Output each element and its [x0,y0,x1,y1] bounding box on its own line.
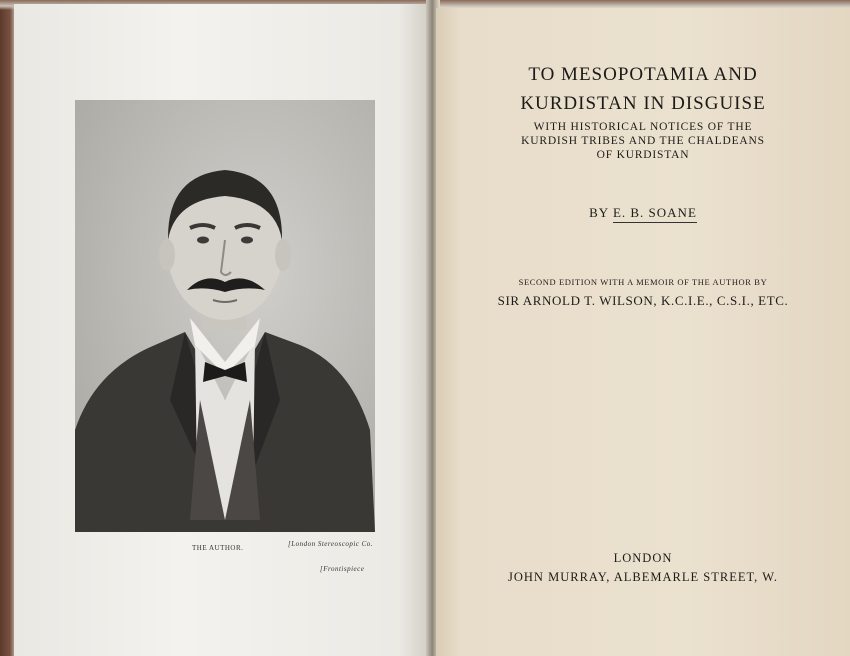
author-portrait [75,100,375,532]
subtitle-line-3: OF KURDISTAN [596,149,690,161]
photo-credit: [London Stereoscopic Co. [288,540,374,548]
subtitle-line-2: KURDISH TRIBES AND THE CHALDEANS [521,135,765,147]
subtitle-line-1: WITH HISTORICAL NOTICES OF THE [533,121,753,133]
memoir-author: SIR ARNOLD T. WILSON, K.C.I.E., C.S.I., ETC. [497,293,789,308]
publication-place: LONDON [613,551,673,565]
portrait-caption: THE AUTHOR. [192,544,244,552]
author-name: E. B. SOANE [613,205,697,223]
portrait-illustration [75,100,375,532]
title-line-1: TO MESOPOTAMIA AND [528,64,758,85]
by-label: BY [589,205,609,220]
edition-note: SECOND EDITION WITH A MEMOIR OF THE AUTHOR BY [518,277,768,287]
title-line-2: KURDISTAN IN DISGUISE [520,93,766,114]
frontispiece-label: [Frontispiece [320,565,365,573]
byline [436,205,850,221]
publisher: JOHN MURRAY, ALBEMARLE STREET, W. [508,570,778,584]
